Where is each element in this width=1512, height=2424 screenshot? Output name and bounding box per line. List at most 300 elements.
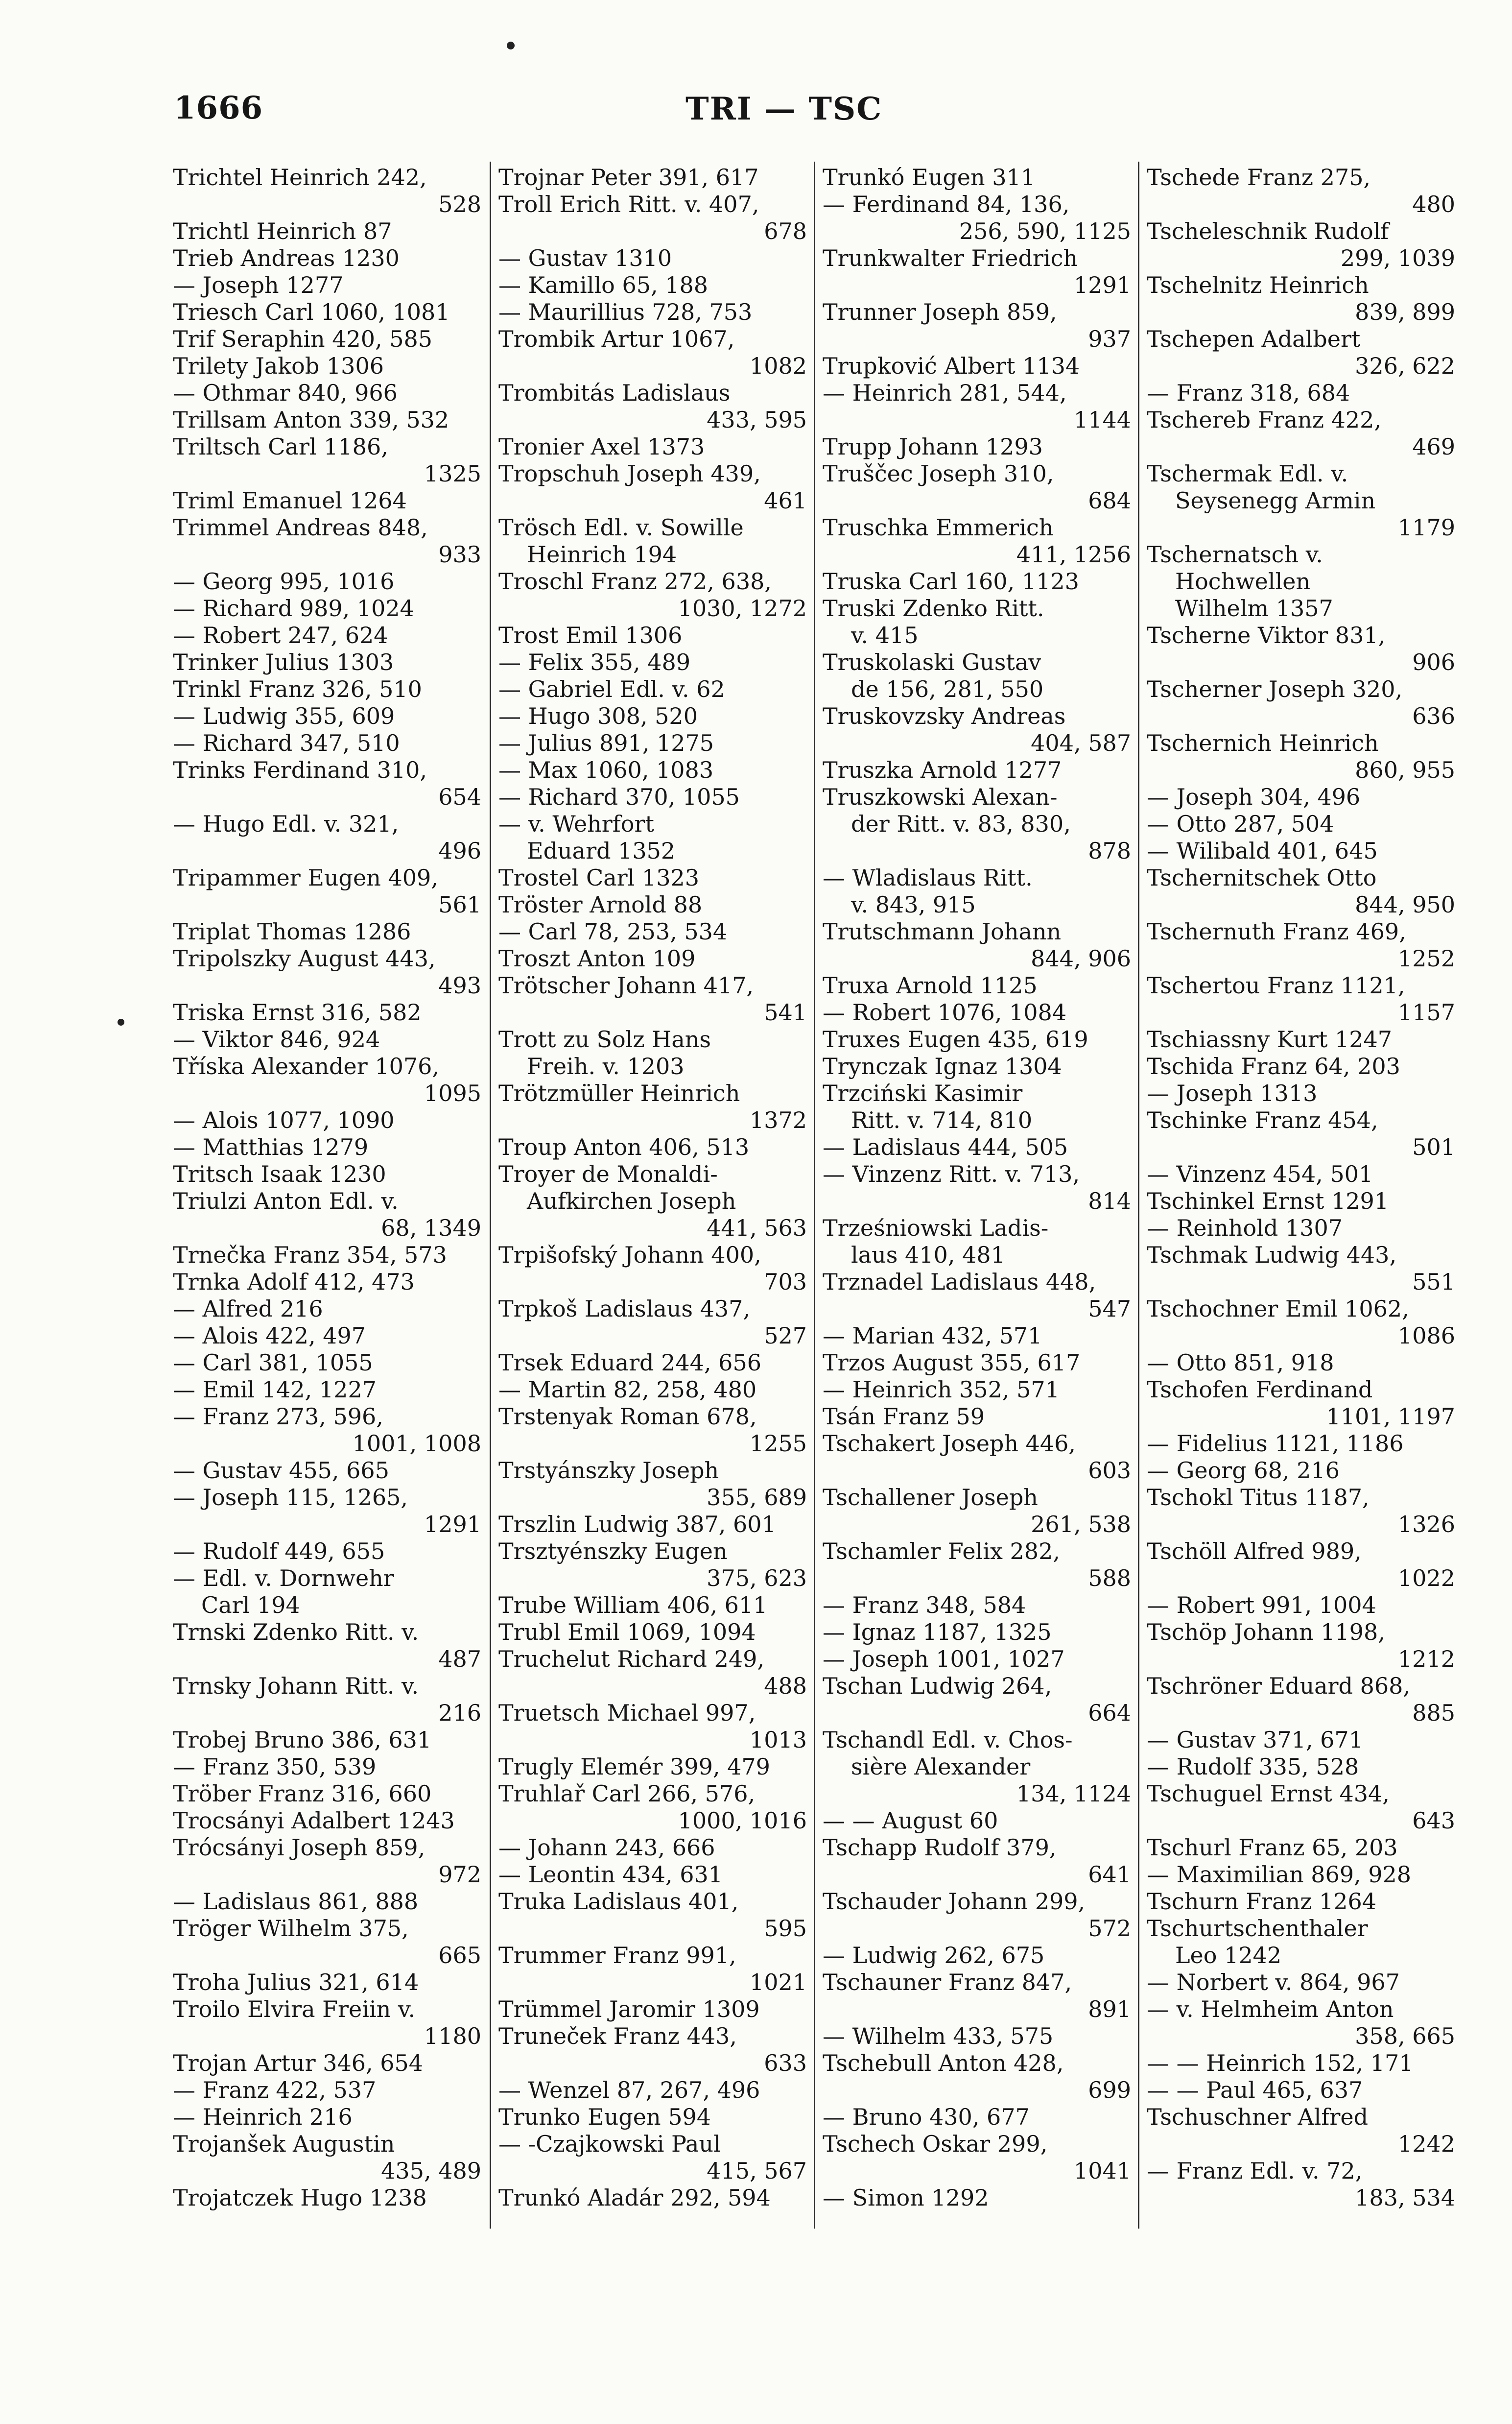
index-entry: Tschereb Franz 422, [1147,407,1382,433]
index-column-4 [1147,164,1455,2211]
entry-page-refs: 469 [1412,433,1455,460]
index-entry: v. 843, 915 [851,891,976,918]
index-entry: — Ludwig 355, 609 [173,703,395,729]
index-entry: Freih. v. 1203 [527,1053,685,1080]
entry-page-refs: 703 [764,1269,807,1295]
entry-page-refs: 487 [438,1646,481,1672]
index-entry: Trunner Joseph 859, [823,299,1057,325]
index-entry: Ritt. v. 714, 810 [851,1107,1033,1133]
index-entry: Tschinke Franz 454, [1147,1107,1378,1133]
entry-page-refs: 496 [438,838,481,864]
entry-page-refs: 1255 [749,1430,807,1457]
entry-page-refs: 1180 [424,2023,481,2049]
index-column-3 [823,164,1131,2211]
entry-page-refs: 547 [1088,1296,1131,1322]
index-entry: Triml Emanuel 1264 [173,487,407,514]
index-entry: Truxa Arnold 1125 [823,972,1038,999]
index-entry: Trombik Artur 1067, [498,326,735,352]
index-entry: Trstenyak Roman 678, [498,1403,757,1430]
index-entry: — — Paul 465, 637 [1147,2077,1363,2103]
index-entry: Truszka Arnold 1277 [823,757,1062,783]
index-entry: Trocsányi Adalbert 1243 [173,1807,455,1834]
index-entry: — Alois 422, 497 [173,1322,366,1349]
index-entry: Trojnar Peter 391, 617 [498,164,759,191]
index-entry: Tschede Franz 275, [1147,164,1371,191]
index-entry: Trinkl Franz 326, 510 [173,676,422,702]
index-entry: — Norbert v. 864, 967 [1147,1969,1400,1995]
index-entry: Trösch Edl. v. Sowille [498,514,744,541]
index-entry: — Hugo 308, 520 [498,703,698,729]
index-entry: Trojatczek Hugo 1238 [173,2184,427,2211]
index-entry: Troilo Elvira Freiin v. [173,1996,416,2022]
entry-page-refs: 1372 [749,1107,807,1133]
index-entry: Trzciński Kasimir [823,1080,1023,1106]
index-entry: sière Alexander [851,1753,1031,1780]
index-entry: Trunkwalter Friedrich [823,245,1078,271]
index-entry: Trost Emil 1306 [498,622,683,648]
index-entry: — Georg 995, 1016 [173,568,395,595]
index-entry: Tschernitschek Otto [1147,864,1377,891]
index-entry: Trojanšek Augustin [173,2131,395,2157]
entry-page-refs: 326, 622 [1355,353,1455,379]
entry-page-refs: 134, 1124 [1016,1780,1131,1807]
page-number: 1666 [174,90,263,126]
index-entry: — Robert 247, 624 [173,622,388,648]
entry-page-refs: 860, 955 [1355,757,1455,783]
index-entry: — Carl 381, 1055 [173,1349,373,1376]
entry-page-refs: 358, 665 [1355,2023,1455,2049]
entry-page-refs: 878 [1088,838,1131,864]
index-entry: Leo 1242 [1175,1942,1282,1968]
entry-page-refs: 1252 [1397,945,1455,972]
index-entry: Eduard 1352 [527,838,676,864]
entry-page-refs: 183, 534 [1355,2184,1455,2211]
index-entry: laus 410, 481 [851,1242,1005,1268]
index-entry: Truneček Franz 443, [498,2023,737,2049]
index-entry: Tschurl Franz 65, 203 [1147,1834,1398,1861]
index-entry: Tripolszky August 443, [173,945,436,972]
entry-page-refs: 665 [438,1942,481,1968]
entry-page-refs: 1242 [1397,2131,1455,2157]
index-entry: — v. Wehrfort [498,811,654,837]
index-entry: — Richard 989, 1024 [173,595,414,622]
entry-page-refs: 415, 567 [707,2158,807,2184]
index-entry: Tröger Wilhelm 375, [173,1915,409,1942]
entry-page-refs: 1001, 1008 [352,1430,481,1457]
index-entry: — Vinzenz 454, 501 [1147,1161,1373,1187]
index-entry: — Richard 370, 1055 [498,784,740,810]
index-entry: Tschida Franz 64, 203 [1147,1053,1400,1080]
index-entry: Tschandl Edl. v. Chos- [823,1727,1073,1753]
index-entry: Trzos August 355, 617 [823,1349,1081,1376]
index-entry: Truka Ladislaus 401, [498,1888,739,1915]
index-entry: Trnski Zdenko Ritt. v. [173,1619,419,1645]
entry-page-refs: 261, 538 [1031,1511,1131,1537]
index-entry: Trugly Elemér 399, 479 [498,1753,770,1780]
index-entry: Trstyánszky Joseph [498,1457,719,1484]
index-entry: — Maximilian 869, 928 [1147,1861,1412,1888]
entry-page-refs: 684 [1088,487,1131,514]
entry-page-refs: 1291 [424,1511,481,1537]
index-entry: v. 415 [851,622,919,648]
index-entry: Tscheleschnik Rudolf [1147,218,1389,244]
index-entry: Trillsam Anton 339, 532 [173,407,449,433]
index-entry: — Ladislaus 444, 505 [823,1134,1068,1160]
index-entry: Truetsch Michael 997, [498,1700,756,1726]
entry-page-refs: 844, 950 [1355,891,1455,918]
index-entry: Trobej Bruno 386, 631 [173,1727,432,1753]
index-entry: Trimmel Andreas 848, [173,514,428,541]
index-entry: — Wenzel 87, 267, 496 [498,2077,760,2103]
index-column-1 [173,164,481,2211]
entry-page-refs: 891 [1088,1996,1131,2022]
index-entry: Truščec Joseph 310, [823,460,1054,487]
index-entry: — Gabriel Edl. v. 62 [498,676,725,702]
index-entry: — Johann 243, 666 [498,1834,715,1861]
entry-page-refs: 1013 [749,1727,807,1753]
index-entry: — Max 1060, 1083 [498,757,714,783]
index-entry: — Ignaz 1187, 1325 [823,1619,1052,1645]
index-entry: Trpišofský Johann 400, [498,1242,761,1268]
entry-page-refs: 1325 [424,460,481,487]
entry-page-refs: 551 [1412,1269,1455,1295]
index-entry: — Wilibald 401, 645 [1147,838,1378,864]
index-entry: Trsztyénszky Eugen [498,1538,728,1564]
index-entry: Trichtel Heinrich 242, [173,164,427,191]
index-entry: Triulzi Anton Edl. v. [173,1188,399,1214]
index-entry: Tschöll Alfred 989, [1147,1538,1362,1564]
index-entry: — Robert 1076, 1084 [823,999,1067,1026]
entry-page-refs: 1030, 1272 [678,595,807,622]
index-entry: — -Czajkowski Paul [498,2131,721,2157]
entry-page-refs: 493 [438,972,481,999]
scan-speck [118,1019,124,1026]
index-entry: de 156, 281, 550 [851,676,1044,702]
index-entry: Heinrich 194 [527,541,677,568]
entry-page-refs: 541 [764,999,807,1026]
index-entry: — Viktor 846, 924 [173,1026,380,1053]
entry-page-refs: 654 [438,784,481,810]
index-entry: — Bruno 430, 677 [823,2104,1030,2130]
index-entry: — Gustav 371, 671 [1147,1727,1363,1753]
entry-page-refs: 480 [1412,191,1455,217]
index-entry: Tschernuth Franz 469, [1147,918,1406,945]
entry-page-refs: 1157 [1397,999,1455,1026]
index-entry: Troll Erich Ritt. v. 407, [498,191,759,217]
entry-page-refs: 937 [1088,326,1131,352]
index-entry: Hochwellen [1175,568,1311,595]
index-entry: Troha Julius 321, 614 [173,1969,419,1995]
entry-page-refs: 1179 [1397,514,1455,541]
index-entry: — Ladislaus 861, 888 [173,1888,419,1915]
index-entry: — Martin 82, 258, 480 [498,1376,757,1403]
index-columns [173,164,1453,2221]
index-entry: Tschauner Franz 847, [823,1969,1072,1995]
index-entry: — v. Helmheim Anton [1147,1996,1394,2022]
index-entry: Truhlař Carl 266, 576, [498,1780,756,1807]
index-entry: Triska Ernst 316, 582 [173,999,422,1026]
index-entry: Carl 194 [201,1592,300,1618]
entry-page-refs: 1212 [1397,1646,1455,1672]
index-entry: — Wilhelm 433, 575 [823,2023,1054,2049]
index-entry: — Rudolf 335, 528 [1147,1753,1359,1780]
index-entry: Trunkó Eugen 311 [823,164,1036,191]
index-entry: — Richard 347, 510 [173,730,400,756]
index-entry: Trötzmüller Heinrich [498,1080,740,1106]
index-entry: — Joseph 1313 [1147,1080,1318,1106]
index-entry: Tschokl Titus 1187, [1147,1484,1370,1511]
entry-page-refs: 699 [1088,2077,1131,2103]
entry-page-refs: 1041 [1073,2158,1131,2184]
index-entry: Trinks Ferdinand 310, [173,757,427,783]
index-entry: Tschofen Ferdinand [1147,1376,1373,1403]
index-entry: — Julius 891, 1275 [498,730,714,756]
index-entry: — Felix 355, 489 [498,649,691,675]
entry-page-refs: 216 [438,1700,481,1726]
index-entry: Trszlin Ludwig 387, 601 [498,1511,776,1537]
index-entry: — Georg 68, 216 [1147,1457,1340,1484]
index-entry: Tschelnitz Heinrich [1147,272,1369,298]
index-entry: Tschurtschenthaler [1147,1915,1368,1942]
index-entry: Tschan Ludwig 264, [823,1673,1052,1699]
index-entry: — Franz 348, 584 [823,1592,1026,1618]
index-entry: Trócsányi Joseph 859, [173,1834,425,1861]
index-entry: Tschochner Emil 1062, [1147,1296,1409,1322]
entry-page-refs: 1021 [749,1969,807,1995]
entry-page-refs: 633 [764,2050,807,2076]
entry-page-refs: 814 [1088,1188,1131,1214]
index-entry: — Joseph 115, 1265, [173,1484,408,1511]
index-entry: — Joseph 304, 496 [1147,784,1361,810]
entry-page-refs: 411, 1256 [1016,541,1131,568]
index-entry: — Franz 273, 596, [173,1403,383,1430]
index-entry: — Franz 350, 539 [173,1753,377,1780]
index-entry: — Gustav 1310 [498,245,672,271]
entry-page-refs: 299, 1039 [1340,245,1455,271]
entry-page-refs: 1326 [1397,1511,1455,1537]
index-entry: Trsek Eduard 244, 656 [498,1349,761,1376]
index-entry: Tritsch Isaak 1230 [173,1161,386,1187]
index-entry: Trif Seraphin 420, 585 [173,326,433,352]
index-entry: Tschöp Johann 1198, [1147,1619,1385,1645]
index-entry: — Edl. v. Dornwehr [173,1565,394,1591]
index-entry: Trostel Carl 1323 [498,864,700,891]
entry-page-refs: 1291 [1073,272,1131,298]
entry-page-refs: 404, 587 [1031,730,1131,756]
index-entry: Tschiassny Kurt 1247 [1147,1026,1393,1053]
index-entry: Tschamler Felix 282, [823,1538,1060,1564]
entry-page-refs: 1101, 1197 [1326,1403,1455,1430]
index-entry: Trombitás Ladislaus [498,380,731,406]
index-entry: Trojan Artur 346, 654 [173,2050,424,2076]
index-entry: Tschertou Franz 1121, [1147,972,1405,999]
index-entry: Trümmel Jaromir 1309 [498,1996,760,2022]
index-entry: Tříska Alexander 1076, [173,1053,440,1080]
index-entry: — Kamillo 65, 188 [498,272,709,298]
index-entry: Trupković Albert 1134 [823,353,1080,379]
index-entry: — Hugo Edl. v. 321, [173,811,399,837]
index-entry: — Robert 991, 1004 [1147,1592,1376,1618]
index-entry: Triesch Carl 1060, 1081 [173,299,450,325]
index-entry: Trötscher Johann 417, [498,972,754,999]
index-entry: — Alfred 216 [173,1296,323,1322]
index-entry: — Franz Edl. v. 72, [1147,2158,1363,2184]
index-entry: Tschakert Joseph 446, [823,1430,1076,1457]
entry-page-refs: 256, 590, 1125 [959,218,1131,244]
index-entry: — Emil 142, 1227 [173,1376,377,1403]
index-entry: Tröber Franz 316, 660 [173,1780,432,1807]
index-entry: — Alois 1077, 1090 [173,1107,395,1133]
entry-page-refs: 527 [764,1322,807,1349]
scan-speck [507,42,515,49]
entry-page-refs: 435, 489 [381,2158,481,2184]
index-entry: — Joseph 1001, 1027 [823,1646,1065,1672]
index-entry: Tschepen Adalbert [1147,326,1361,352]
entry-page-refs: 678 [764,218,807,244]
entry-page-refs: 933 [438,541,481,568]
index-entry: Triplat Thomas 1286 [173,918,411,945]
index-entry: — Simon 1292 [823,2184,989,2211]
index-column-2 [498,164,807,2211]
index-entry: Trznadel Ladislaus 448, [823,1269,1096,1295]
entry-page-refs: 561 [438,891,481,918]
entry-page-refs: 906 [1412,649,1455,675]
index-entry: Aufkirchen Joseph [527,1188,736,1214]
index-entry: Triltsch Carl 1186, [173,433,388,460]
index-entry: — Matthias 1279 [173,1134,369,1160]
index-entry: Tschröner Eduard 868, [1147,1673,1411,1699]
index-entry: Trube William 406, 611 [498,1592,768,1618]
entry-page-refs: 595 [764,1915,807,1942]
index-entry: Tschauder Johann 299, [823,1888,1086,1915]
index-entry: Tschapp Rudolf 379, [823,1834,1057,1861]
index-entry: — Marian 432, 571 [823,1322,1042,1349]
entry-page-refs: 488 [764,1673,807,1699]
entry-page-refs: 572 [1088,1915,1131,1942]
index-entry: — — Heinrich 152, 171 [1147,2050,1414,2076]
entry-page-refs: 664 [1088,1700,1131,1726]
index-entry: Truski Zdenko Ritt. [823,595,1044,622]
index-entry: Trott zu Solz Hans [498,1026,711,1053]
index-entry: — — August 60 [823,1807,998,1834]
index-entry: — Rudolf 449, 655 [173,1538,385,1564]
index-entry: Tschurn Franz 1264 [1147,1888,1377,1915]
index-entry: — Othmar 840, 966 [173,380,398,406]
index-entry: Truskolaski Gustav [823,649,1041,675]
index-entry: Trilety Jakob 1306 [173,353,384,379]
entry-page-refs: 844, 906 [1031,945,1131,972]
entry-page-refs: 1144 [1073,407,1131,433]
entry-page-refs: 636 [1412,703,1455,729]
index-entry: Trummer Franz 991, [498,1942,736,1968]
index-entry: Trunkó Aladár 292, 594 [498,2184,771,2211]
index-entry: Trnečka Franz 354, 573 [173,1242,447,1268]
index-entry: Wilhelm 1357 [1175,595,1333,622]
entry-page-refs: 355, 689 [707,1484,807,1511]
index-entry: Truszkowski Alexan- [823,784,1058,810]
index-entry: — Heinrich 352, 571 [823,1376,1060,1403]
index-entry: Trnka Adolf 412, 473 [173,1269,415,1295]
index-entry: — Ferdinand 84, 136, [823,191,1070,217]
index-entry: — Leontin 434, 631 [498,1861,723,1888]
entry-page-refs: 501 [1412,1134,1455,1160]
index-entry: Trnsky Johann Ritt. v. [173,1673,419,1699]
index-entry: Tschernich Heinrich [1147,730,1379,756]
index-entry: — Carl 78, 253, 534 [498,918,728,945]
entry-page-refs: 972 [438,1861,481,1888]
entry-page-refs: 1095 [424,1080,481,1106]
index-entry: Tronier Axel 1373 [498,433,705,460]
index-entry: — Vinzenz Ritt. v. 713, [823,1161,1080,1187]
index-entry: — Wladislaus Ritt. [823,864,1033,891]
index-entry: — Gustav 455, 665 [173,1457,389,1484]
index-entry: Seysenegg Armin [1175,487,1376,514]
index-entry: Trynczak Ignaz 1304 [823,1053,1062,1080]
index-entry: Tsán Franz 59 [823,1403,985,1430]
index-entry: Troyer de Monaldi- [498,1161,718,1187]
entry-page-refs: 375, 623 [707,1565,807,1591]
index-entry: Trieb Andreas 1230 [173,245,400,271]
entry-page-refs: 588 [1088,1565,1131,1591]
entry-page-refs: 603 [1088,1457,1131,1484]
entry-page-refs: 643 [1412,1807,1455,1834]
index-entry: — Fidelius 1121, 1186 [1147,1430,1404,1457]
entry-page-refs: 441, 563 [707,1215,807,1241]
index-entry: Tropschuh Joseph 439, [498,460,761,487]
index-entry: Tröster Arnold 88 [498,891,703,918]
index-entry: Tschinkel Ernst 1291 [1147,1188,1389,1214]
entry-page-refs: 1022 [1397,1565,1455,1591]
index-entry: Trubl Emil 1069, 1094 [498,1619,756,1645]
index-entry: — Heinrich 216 [173,2104,353,2130]
index-entry: Troschl Franz 272, 638, [498,568,772,595]
index-entry: Truschka Emmerich [823,514,1054,541]
entry-page-refs: 885 [1412,1700,1455,1726]
entry-page-refs: 641 [1088,1861,1131,1888]
running-head: TRI — TSC [685,91,883,127]
index-entry: Tschernatsch v. [1147,541,1323,568]
index-entry: Tschuguel Ernst 434, [1147,1780,1390,1807]
index-entry: Trunko Eugen 594 [498,2104,711,2130]
index-entry: Truxes Eugen 435, 619 [823,1026,1088,1053]
entry-page-refs: 461 [764,487,807,514]
index-entry: Troszt Anton 109 [498,945,696,972]
entry-page-refs: 528 [438,191,481,217]
index-entry: Trześniowski Ladis- [823,1215,1049,1241]
index-entry: Truskovzsky Andreas [823,703,1066,729]
entry-page-refs: 433, 595 [707,407,807,433]
index-entry: — Ludwig 262, 675 [823,1942,1045,1968]
index-entry: — Otto 851, 918 [1147,1349,1334,1376]
index-entry: — Maurillius 728, 753 [498,299,753,325]
index-entry: — Franz 422, 537 [173,2077,377,2103]
index-entry: Troup Anton 406, 513 [498,1134,750,1160]
entry-page-refs: 1082 [749,353,807,379]
index-entry: — Franz 318, 684 [1147,380,1350,406]
index-entry: Trichtl Heinrich 87 [173,218,392,244]
index-entry: — Heinrich 281, 544, [823,380,1067,406]
index-entry: Trutschmann Johann [823,918,1062,945]
index-entry: — Reinhold 1307 [1147,1215,1343,1241]
index-entry: Tripammer Eugen 409, [173,864,438,891]
index-entry: Truchelut Richard 249, [498,1646,764,1672]
entry-page-refs: 839, 899 [1355,299,1455,325]
index-entry: Tscherner Joseph 320, [1147,676,1403,702]
index-entry: Truska Carl 160, 1123 [823,568,1079,595]
index-entry: — Joseph 1277 [173,272,344,298]
index-entry: Tschech Oskar 299, [823,2131,1048,2157]
index-entry: Tschuschner Alfred [1147,2104,1369,2130]
